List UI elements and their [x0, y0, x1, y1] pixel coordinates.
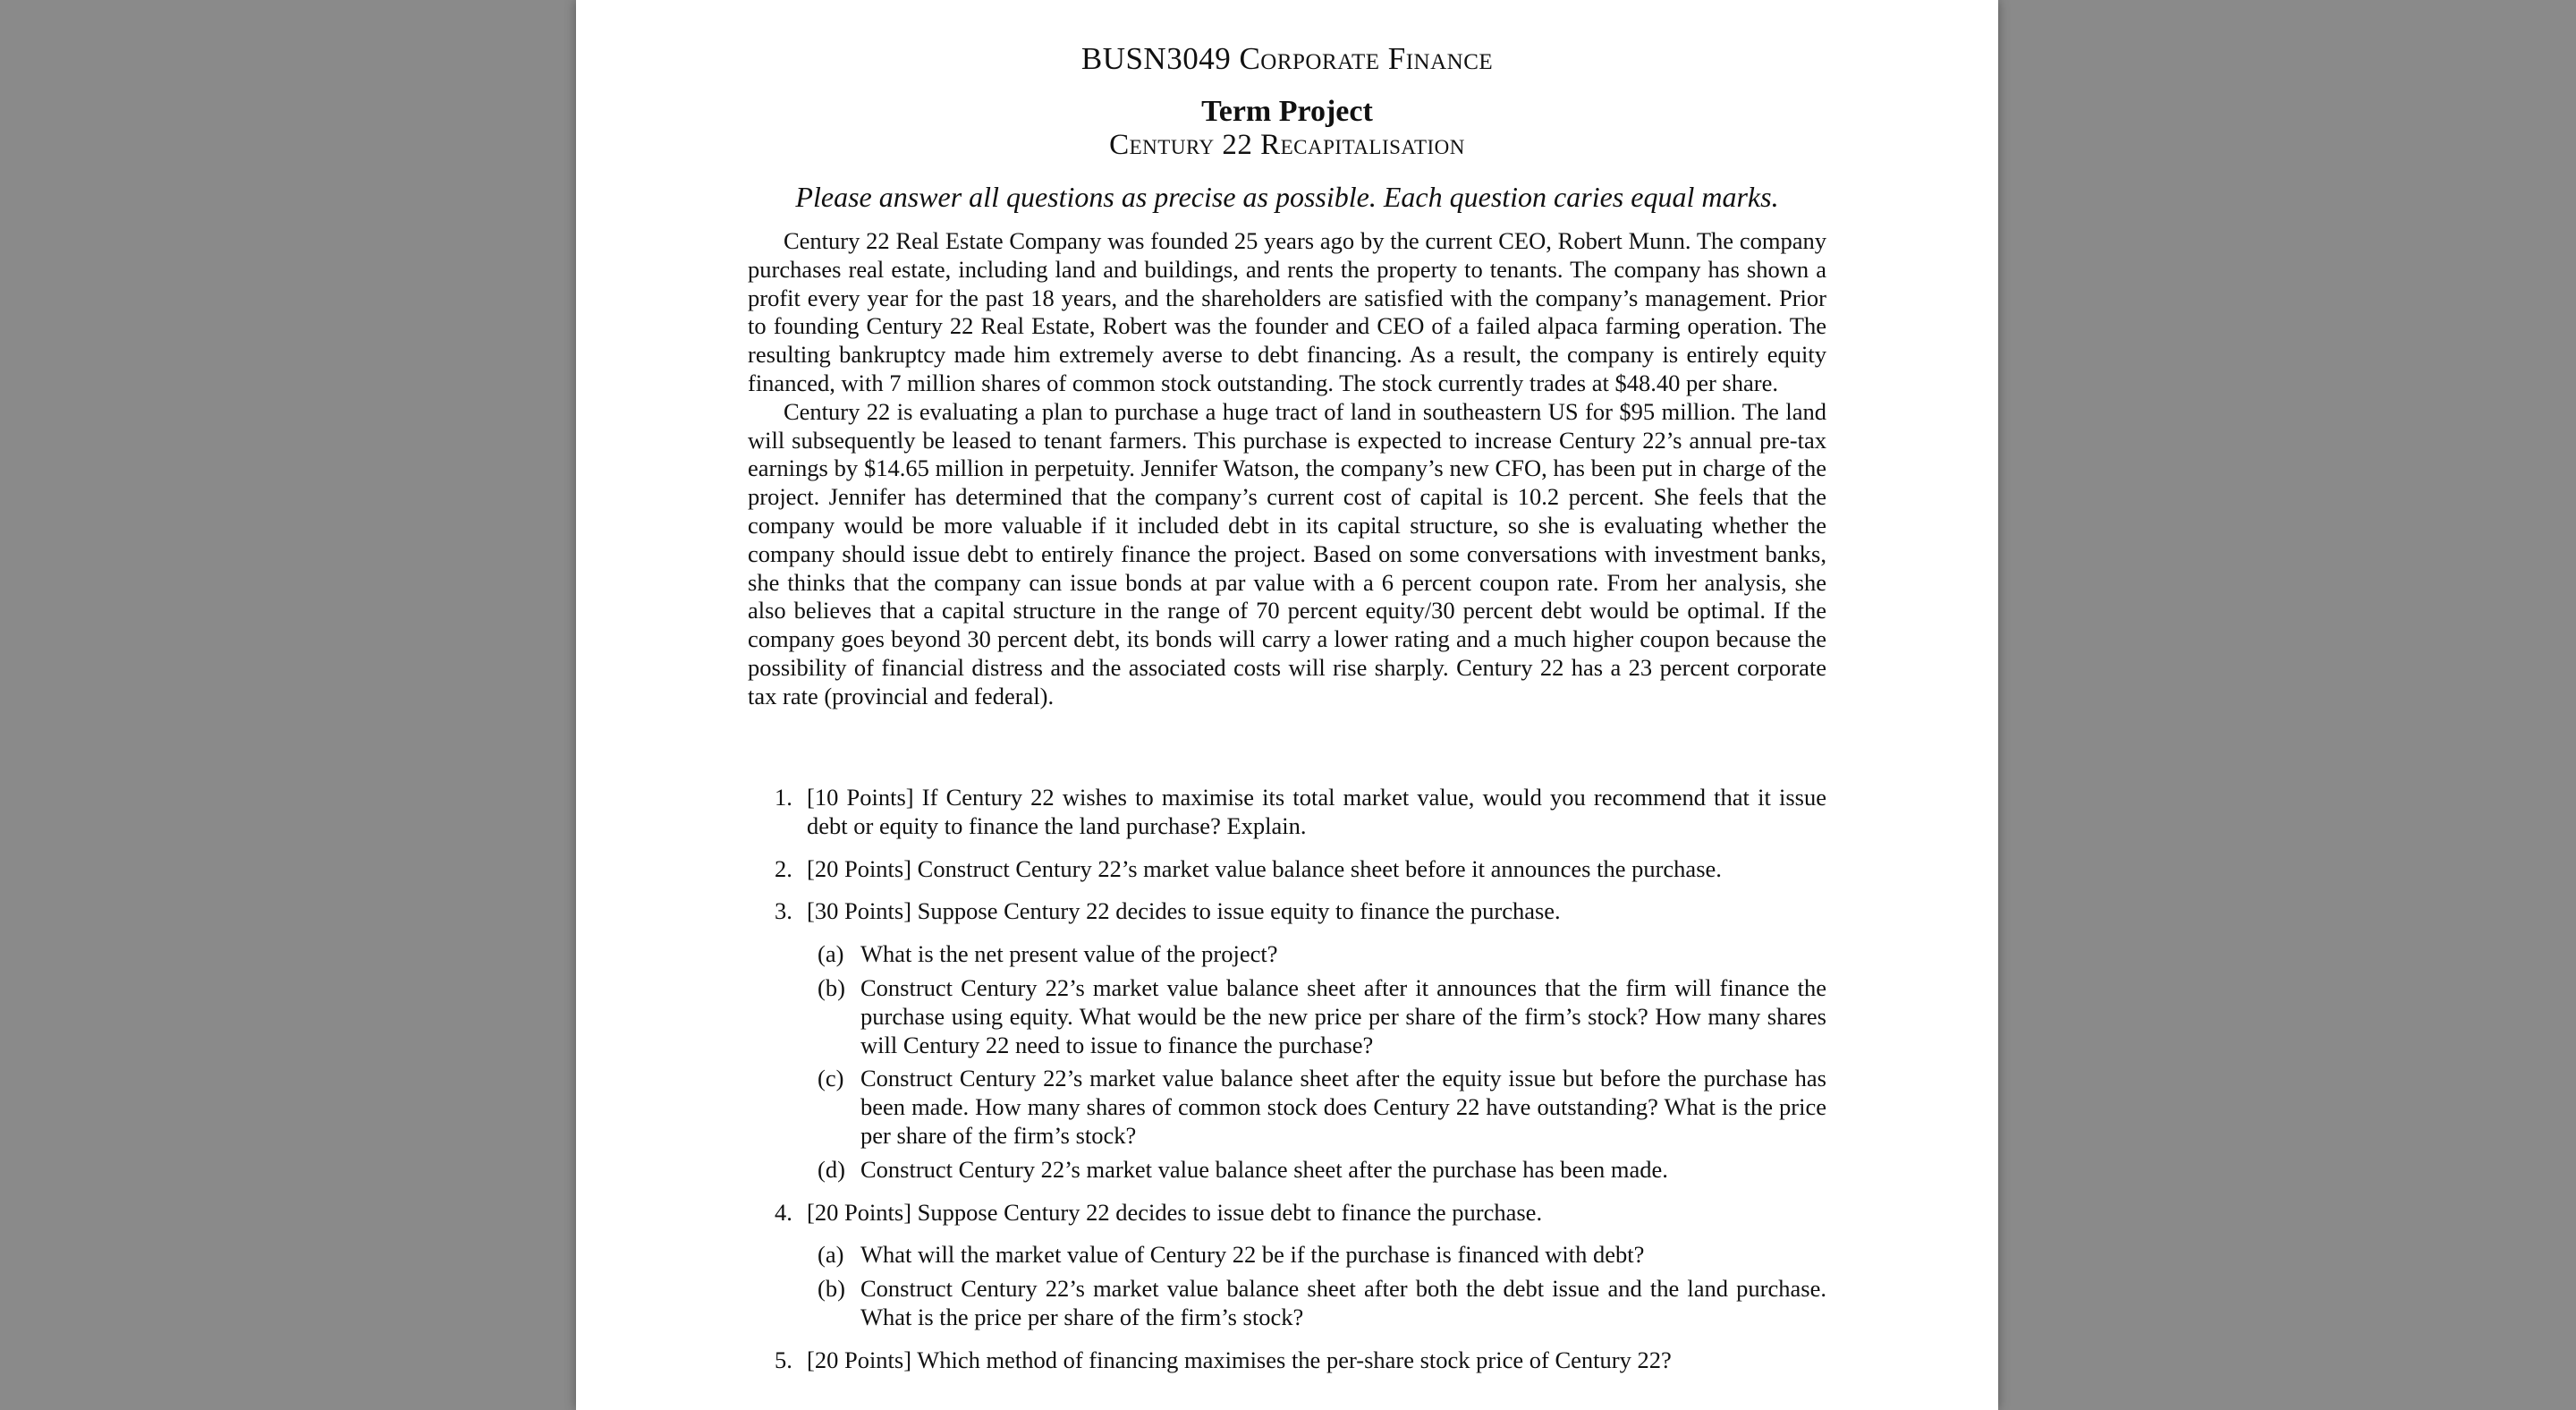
sub-question — [748, 940, 1826, 969]
sub-question-letter: (c) — [818, 1065, 844, 1092]
question-5 — [748, 1346, 1826, 1375]
sub-question-text: What will the market value of Century 22 be if the purchase is financed with debt? — [860, 1241, 1645, 1269]
question-1 — [748, 784, 1826, 841]
question-3-parts — [748, 940, 1826, 1184]
question-text: [30 Points] Suppose Century 22 decides to issue equity to finance the purchase. — [807, 897, 1561, 925]
sub-question-letter: (a) — [818, 1241, 844, 1269]
sub-question — [748, 1275, 1826, 1332]
question-number: 3. — [775, 897, 792, 925]
question-4-parts — [748, 1241, 1826, 1331]
question-4 — [748, 1199, 1826, 1227]
question-text: [20 Points] Construct Century 22’s market value balance sheet before it announces the purchase. — [807, 854, 1722, 882]
sub-question — [748, 1065, 1826, 1150]
project-title: Term Project — [1201, 95, 1373, 128]
question-text: [20 Points] Which method of financing maximises the per-share stock price of Century 22? — [807, 1346, 1672, 1373]
sub-question-letter: (d) — [818, 1155, 845, 1183]
sub-question-text: What is the net present value of the project? — [860, 940, 1278, 968]
document-page — [576, 0, 1998, 1410]
instructions: Please answer all questions as precise as possible. Each question caries equal marks. — [795, 181, 1779, 213]
question-text: [10 Points] If Century 22 wishes to maximise its total market value, would you recommend that it issue debt or equity to finance the land purchase? Explain. — [807, 784, 1826, 839]
question-text: [20 Points] Suppose Century 22 decides to issue debt to finance the purchase. — [807, 1198, 1543, 1226]
question-list — [748, 784, 1826, 1389]
course-title: BUSN3049 Corporate Finance — [1080, 41, 1494, 76]
sub-question-text: Construct Century 22’s market value balance sheet after both the debt issue and the land purchase. What is the price per share of the firm’s stock? — [860, 1275, 1826, 1330]
sub-question-text: Construct Century 22’s market value balance sheet after the equity issue but before the purchase has been made. How many shares of common stock does Century 22 have outstanding? What is the price per share of the firm’s stock? — [860, 1065, 1826, 1149]
sub-question-letter: (b) — [818, 973, 845, 1001]
sub-question — [748, 1156, 1826, 1185]
paragraph: Century 22 is evaluating a plan to purchase a huge tract of land in southeastern US for $95 million. The land will subsequently be leased to tenant farmers. This purchase is expected to increase Century 22’s annual pre-tax earnings by $14.65 million in perpetuity. Jennifer Watson, the company’s new CFO, has been put in charge of the project. Jennifer has determined that the company’s current cost of capital is 10.2 percent. She feels that the company would be more valuable if it included debt in its capital structure, so she is evaluating whether the company should issue debt to entirely finance the project. Based on some conversations with investment banks, she thinks that the company can issue bonds at par value with a 6 percent coupon rate. From her analysis, she also believes that a capital structure in the range of 70 percent equity/30 percent debt would be optimal. If the company goes beyond 30 percent debt, its bonds will carry a lower rating and a much higher coupon because the possibility of financial distress and the associated costs will rise sharply. Century 22 has a 23 percent corporate tax rate (provincial and federal). — [748, 397, 1826, 709]
question-number: 5. — [775, 1346, 792, 1373]
case-description — [748, 227, 1826, 711]
sub-question — [748, 1241, 1826, 1270]
question-number: 4. — [775, 1198, 792, 1226]
sub-question-text: Construct Century 22’s market value balance sheet after the purchase has been made. — [860, 1155, 1668, 1183]
sub-question — [748, 974, 1826, 1059]
sub-question-letter: (b) — [818, 1275, 845, 1303]
question-number: 2. — [775, 854, 792, 882]
paragraph: Century 22 Real Estate Company was founded 25 years ago by the current CEO, Robert Munn. The company purchases real estate, including land and buildings, and rents the property to tenants. The company has shown a profit every year for the past 18 years, and the shareholders are satisfied with the company’s management. Prior to founding Century 22 Real Estate, Robert was the founder and CEO of a failed alpaca farming operation. The resulting bankruptcy made him extremely averse to debt financing. As a result, the company is entirely equity financed, with 7 million shares of common stock outstanding. The stock currently trades at $48.40 per share. — [748, 227, 1826, 396]
sub-question-letter: (a) — [818, 940, 844, 968]
question-number: 1. — [775, 784, 792, 811]
project-subtitle: Century 22 Recapitalisation — [1109, 129, 1465, 161]
question-3 — [748, 897, 1826, 926]
question-2 — [748, 855, 1826, 884]
sub-question-text: Construct Century 22’s market value balance sheet after it announces that the firm will finance the purchase using equity. What would be the new price per share of the firm’s stock? How many shares will Century 22 need to issue to finance the purchase? — [860, 973, 1826, 1058]
